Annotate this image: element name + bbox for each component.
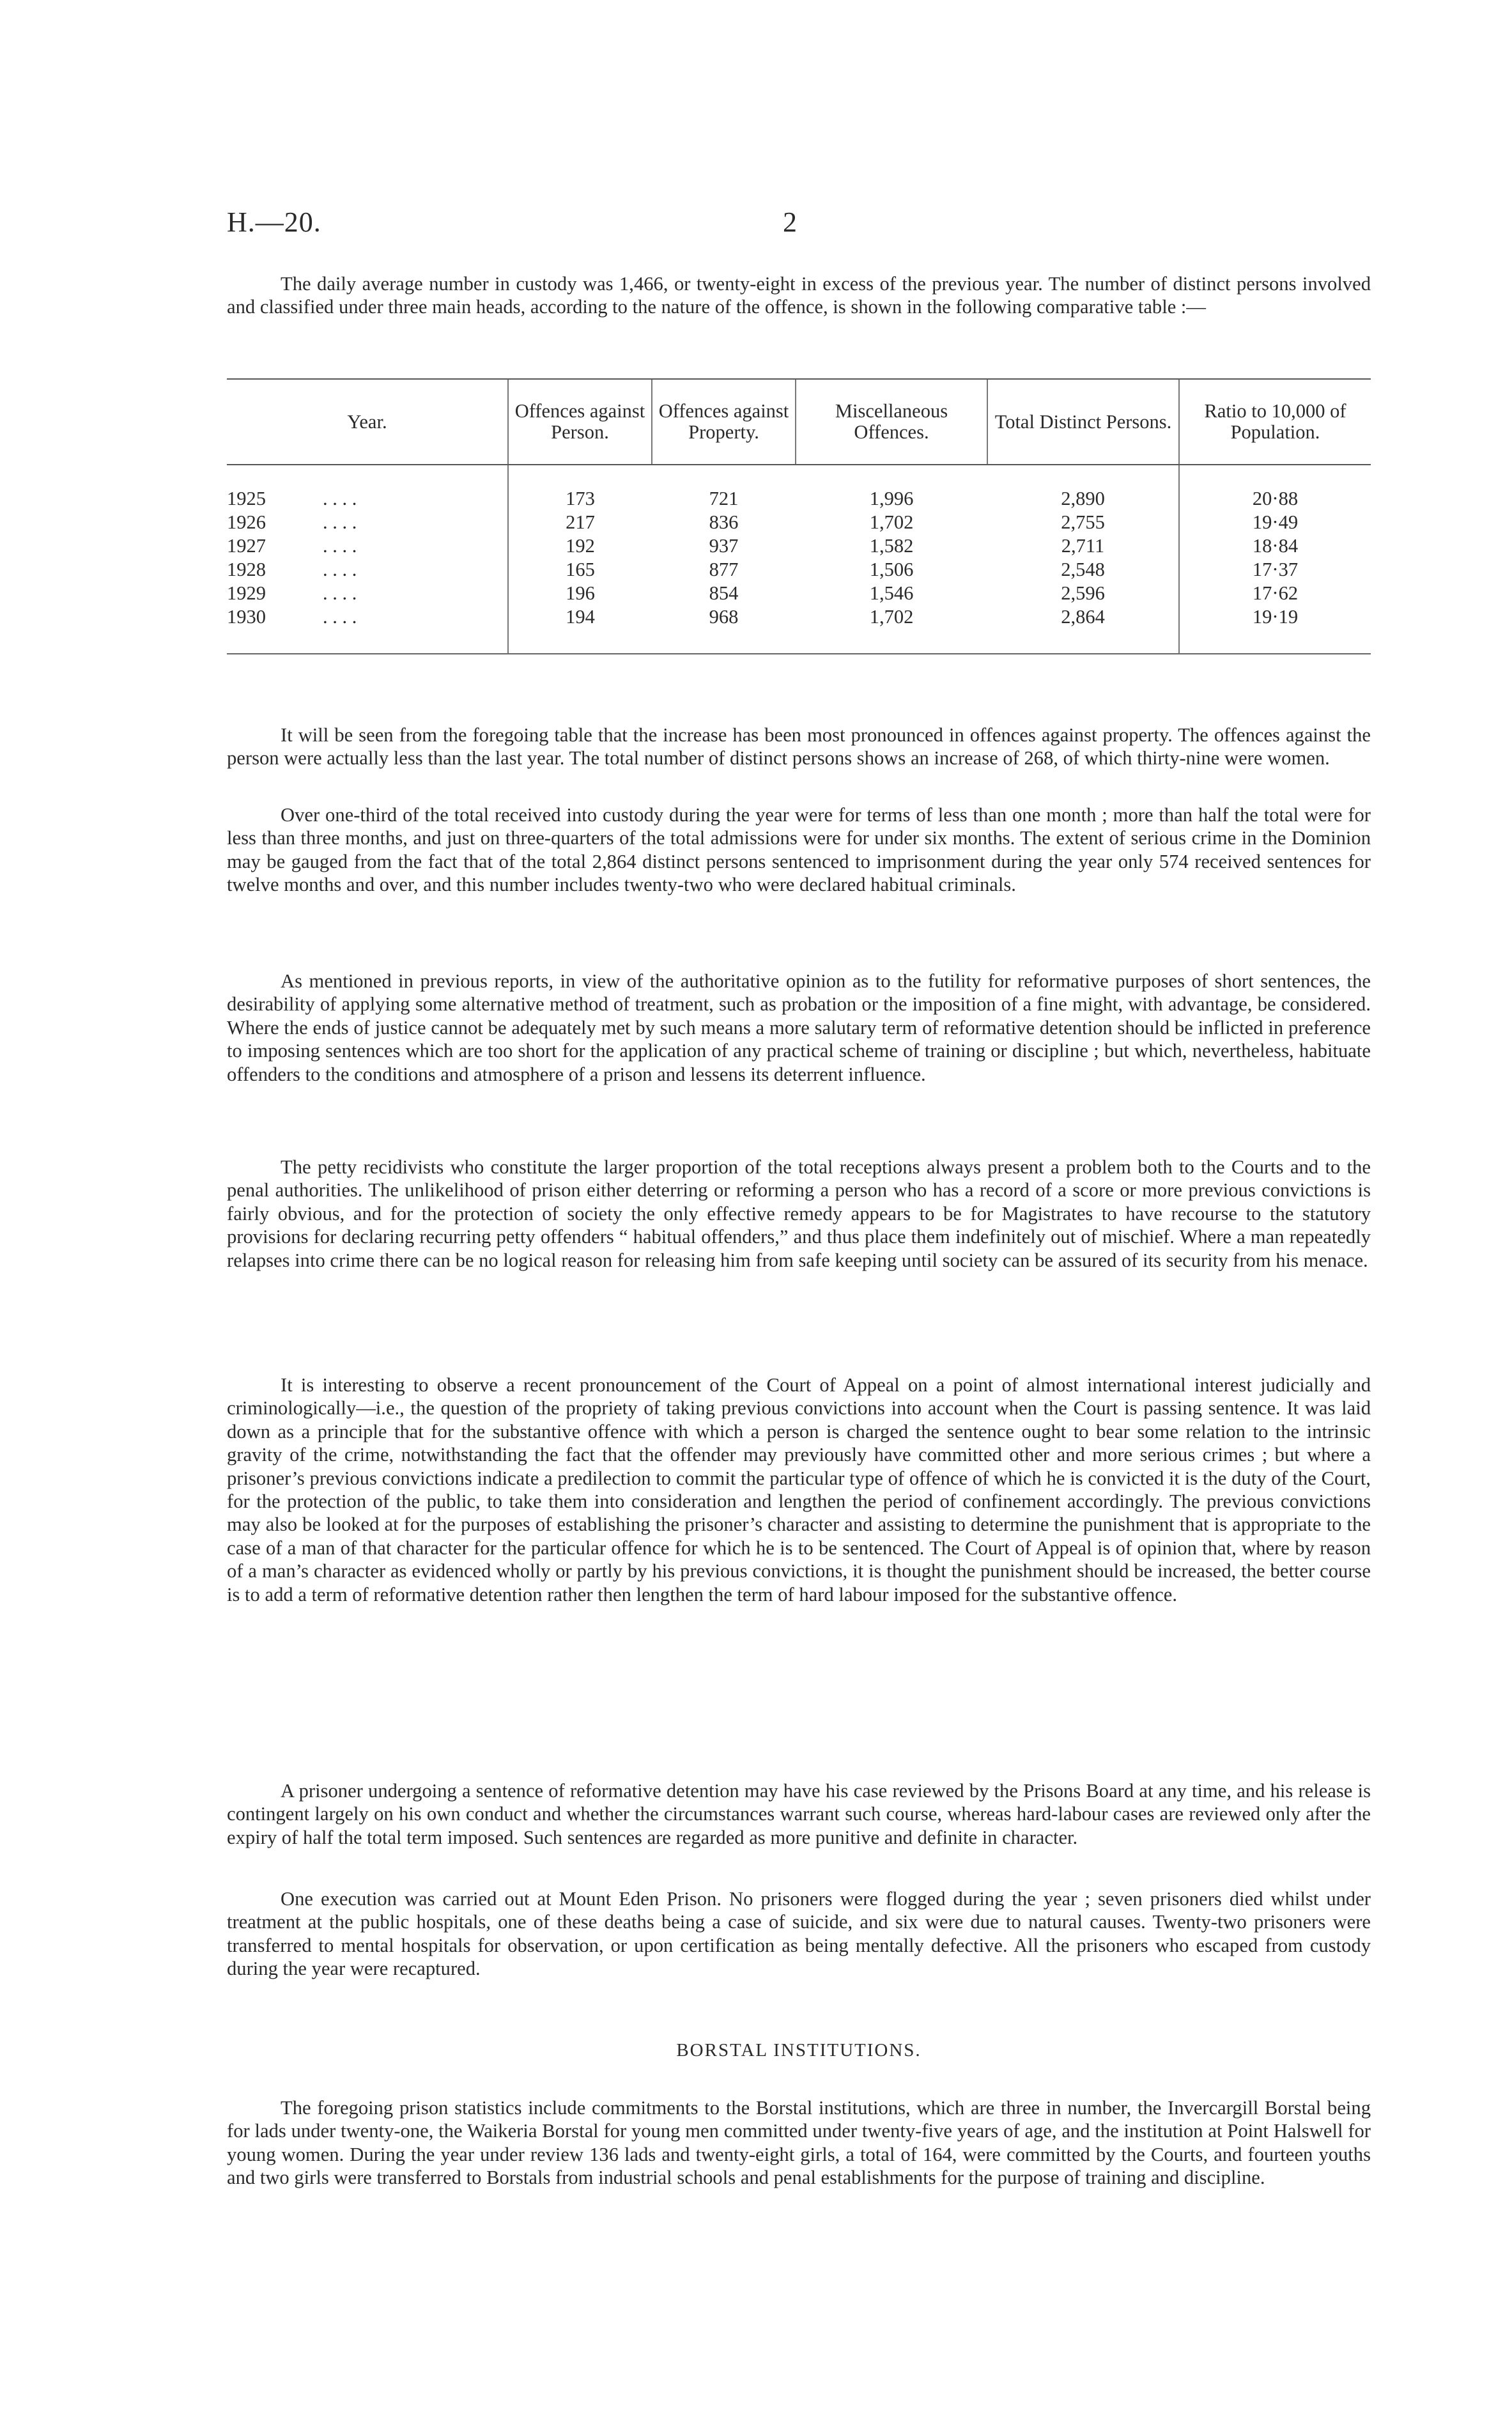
- cell-misc: 1,546: [869, 582, 914, 604]
- cell-year: 1929 . . . .: [227, 582, 357, 604]
- cell-year: 1926 . . . .: [227, 511, 357, 533]
- cell-person: 194: [508, 605, 652, 654]
- borstal-paragraph: The foregoing prison statistics include commitments to the Borstal institutions, which are three in number, the Invercargill Borstal being for lads under twenty-one, the Waikeria Borstal for young men committed under twenty-five years of age, and the institution at Point Halswell for young women. During the year under review 136 lads and twenty-eight girls, a total of 164, were committed by the Courts, and fourteen youths and two girls were transferred to Borstals from industrial schools and penal establishments for the purpose of training and discipline.: [227, 2097, 1371, 2189]
- cell-ratio: 19·19: [1179, 605, 1371, 654]
- body-paragraph: Over one-third of the total received into custody during the year were for terms of less than one month ; more than half the total were for less than three months, and just on three-quarters of the total admissions were for under six months. The extent of serious crime in the Dominion may be gauged from the fact that of the total 2,864 distinct persons sentenced to imprisonment during the year only 574 received sentences for twelve months and over, and this number includes twenty-two who were declared habitual criminals.: [227, 804, 1371, 896]
- table-row: [227, 511, 1371, 534]
- cell-ratio: 18·84: [1179, 534, 1371, 558]
- table-row: [227, 558, 1371, 582]
- cell-property: 854: [709, 582, 739, 604]
- cell-person: 217: [508, 511, 652, 534]
- document-reference: H.—20.: [227, 206, 321, 238]
- cell-person: 196: [508, 582, 652, 605]
- cell-total: 2,864: [987, 605, 1179, 654]
- header-misc-offences: Miscellaneous Offences.: [796, 379, 987, 465]
- header-offences-person: Offences against Person.: [508, 379, 652, 465]
- cell-misc: 1,506: [869, 559, 914, 580]
- table-row: [227, 582, 1371, 605]
- cell-year: 1925 . . . .: [227, 488, 357, 509]
- cell-year: 1927 . . . .: [227, 535, 357, 557]
- cell-person: 173: [508, 465, 652, 511]
- cell-misc: 1,996: [869, 488, 914, 509]
- page-header: [227, 206, 1371, 244]
- table-row: [227, 534, 1371, 558]
- cell-person: 165: [508, 558, 652, 582]
- cell-total: 2,596: [1061, 582, 1105, 604]
- intro-paragraph: The daily average number in custody was 1,466, or twenty-eight in excess of the previous year. The number of distinct persons involved and classified under three main heads, according to the nature of the offence, is shown in the following comparative table :—: [227, 273, 1371, 318]
- cell-total: 2,890: [1061, 488, 1105, 509]
- body-paragraph: It will be seen from the foregoing table that the increase has been most pronounced in offences against property. The offences against the person were actually less than the last year. The total number of distinct persons shows an increase of 268, of which thirty-nine were women.: [227, 724, 1371, 769]
- cell-total: 2,548: [1061, 559, 1105, 580]
- header-total-persons: Total Distinct Persons.: [987, 379, 1179, 465]
- body-paragraph: One execution was carried out at Mount Eden Prison. No prisoners were flogged during the year ; seven prisoners died whilst under treatment at the public hospitals, one of these deaths being a case of suicide, and six were due to natural causes. Twenty-two prisoners were transferred to mental hospitals for observation, or upon certification as being mentally defective. All the prisoners who escaped from custody during the year were recaptured.: [227, 1888, 1371, 1980]
- body-paragraph: As mentioned in previous reports, in view of the authoritative opinion as to the futility for reformative purposes of short sentences, the desirability of applying some alternative method of treatment, such as probation or the imposition of a fine might, with advantage, be considered. Where the ends of justice cannot be adequately met by such means a more salutary term of reformative detention should be inflicted in preference to imposing sentences which are too short for the application of any practical scheme of training or discipline ; but which, nevertheless, habituate offenders to the conditions and atmosphere of a prison and lessens its deterrent influence.: [227, 970, 1371, 1085]
- cell-property: 836: [709, 511, 739, 533]
- cell-ratio: 19·49: [1179, 511, 1371, 534]
- page-number: 2: [783, 206, 797, 238]
- header-ratio: Ratio to 10,000 of Population.: [1179, 379, 1371, 465]
- cell-misc: 1,582: [869, 535, 914, 557]
- table-row: [227, 465, 1371, 511]
- cell-ratio: 17·37: [1179, 558, 1371, 582]
- cell-misc: 1,702: [796, 605, 987, 654]
- cell-property: 968: [652, 605, 796, 654]
- cell-total: 2,711: [1061, 535, 1105, 557]
- custody-comparison-table: [227, 378, 1371, 654]
- table-header-row: [227, 379, 1371, 465]
- cell-property: 937: [709, 535, 739, 557]
- body-paragraph: A prisoner undergoing a sentence of reformative detention may have his case reviewed by the Prisons Board at any time, and his release is contingent largely on his own conduct and whether the circumstances warrant such course, whereas hard-labour cases are reviewed only after the expiry of half the total term imposed. Such sentences are regarded as more punitive and definite in character.: [227, 1780, 1371, 1848]
- cell-year: 1928 . . . .: [227, 559, 357, 580]
- body-paragraph: It is interesting to observe a recent pronouncement of the Court of Appeal on a point of almost international interest judicially and criminologically—i.e., the question of the propriety of taking previous convictions into account when the Court is passing sentence. It was laid down as a principle that for the substantive offence with which a person is charged the sentence ought to bear some relation to the intrinsic gravity of the crime, notwithstanding the fact that the offender may previously have committed other and more serious crimes ; but where a prisoner’s previous convictions indicate a predilection to commit the particular type of offence of which he is convicted it is the duty of the Court, for the protection of the public, to take them into consideration and lengthen the period of confinement accordingly. The previous convictions may also be looked at for the purposes of establishing the prisoner’s character and assisting to determine the punishment that is appropriate to the case of a man of that character for the particular offence for which he is to be sentenced. The Court of Appeal is of opinion that, where by reason of a man’s character as evidenced wholly or partly by his previous convictions, it is thought the punishment should be increased, the better course is to add a term of reformative detention rather then lengthen the term of hard labour imposed for the substantive offence.: [227, 1374, 1371, 1605]
- cell-person: 192: [508, 534, 652, 558]
- header-year: Year.: [227, 379, 508, 465]
- cell-total: 2,755: [1061, 511, 1105, 533]
- cell-year: 1930 . . . .: [227, 605, 508, 654]
- body-paragraph: The petty recidivists who constitute the larger proportion of the total receptions always present a problem both to the Courts and to the penal authorities. The unlikelihood of prison either deterring or reforming a person who has a record of a score or more previous convictions is fairly obvious, and for the protection of society the only effective remedy appears to be for Magistrates to have recourse to the statutory provisions for declaring recurring petty offenders “ habitual offenders,” and thus place them indefinitely out of mischief. Where a man repeatedly relapses into crime there can be no logical reason for releasing him from safe keeping until society can be assured of its security from his menace.: [227, 1156, 1371, 1271]
- section-title-borstal: BORSTAL INSTITUTIONS.: [676, 2040, 922, 2061]
- cell-property: 721: [709, 488, 739, 509]
- cell-misc: 1,702: [869, 511, 914, 533]
- header-offences-property: Offences against Property.: [652, 379, 796, 465]
- table-row: [227, 605, 1371, 654]
- cell-ratio: 17·62: [1179, 582, 1371, 605]
- cell-property: 877: [709, 559, 739, 580]
- cell-ratio: 20·88: [1179, 465, 1371, 511]
